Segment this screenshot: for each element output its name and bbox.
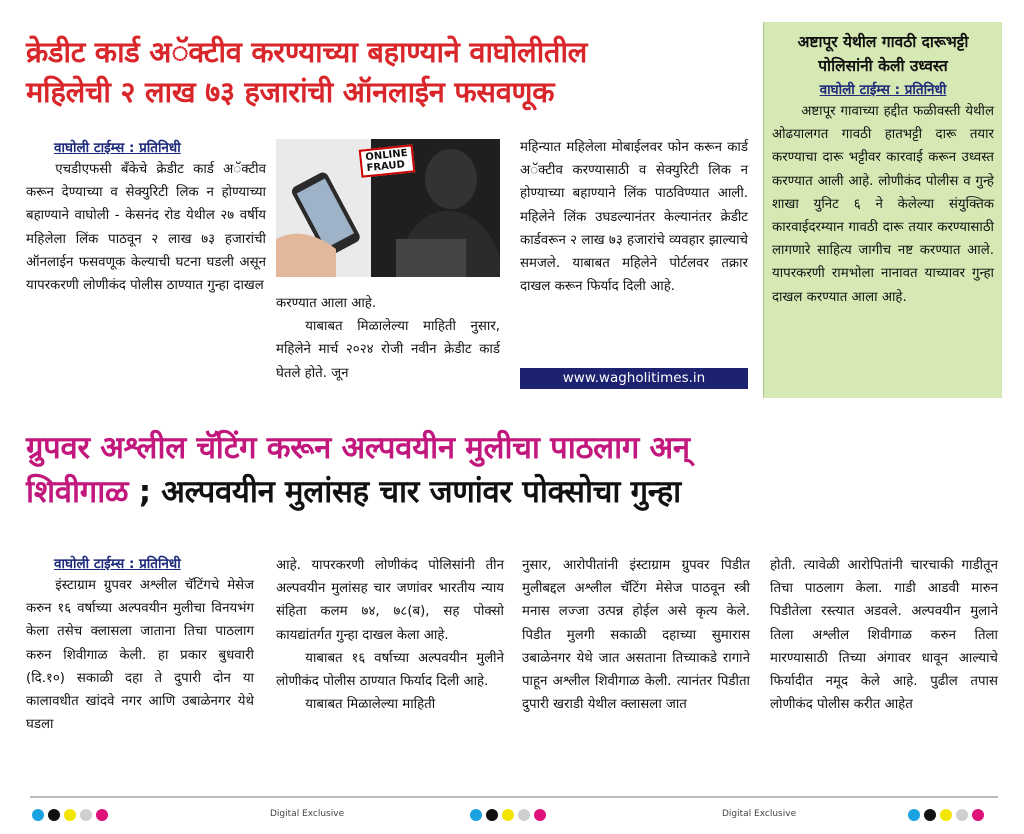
article1-headline-line1: क्रेडीट कार्ड अॅक्टीव करण्याच्या बहाण्याने वाघोलीतील bbox=[26, 35, 588, 69]
article1-col2-para1: करण्यात आला आहे. bbox=[276, 296, 377, 311]
sidebar-box bbox=[763, 22, 1002, 398]
article2-headline-magenta-word: शिवीगाळ bbox=[26, 474, 129, 510]
article2-column-4 bbox=[770, 554, 998, 716]
article2-col2-para3: याबाबत मिळालेल्या माहिती bbox=[305, 697, 436, 713]
sidebar-title-line1: अष्टापूर येथील गावठी दारूभट्टी bbox=[797, 33, 969, 51]
yellow-dot bbox=[940, 809, 952, 821]
color-registration-dots-middle bbox=[470, 806, 550, 825]
article2-headline-black-part: ; अल्पवयीन मुलांसह चार जणांवर पोक्सोचा गुन्हा bbox=[128, 474, 681, 510]
article1-col2-para2: याबाबत मिळालेल्या माहिती नुसार, महिलेने मार्च २०२४ रोजी नवीन क्रेडीट कार्ड घेतले होते. जून bbox=[276, 319, 500, 381]
black-dot bbox=[486, 809, 498, 821]
sidebar-title bbox=[764, 30, 1002, 78]
grey-dot bbox=[518, 809, 530, 821]
article1-col3-text: महिन्यात महिलेला मोबाईलवर फोन करून कार्ड अॅक्टीव करण्यासाठी व सेक्युरिटी लिक न होण्याच्या बहाण्याने लिंक पाठविण्यात आली. महिलेने लिंक उघडल्यानंतर केल्यानंतर क्रेडीट कार्डवरून २ लाख ७३ हजारांचे व्यवहार झाल्याचे समजले. याबाबत महिलेने पोर्टलवर तक्रार दाखल करून फिर्याद दिली आहे. bbox=[520, 140, 748, 295]
sidebar-byline: वाघोली टाईम्स : प्रतिनिधी bbox=[819, 82, 947, 98]
sidebar-title-line2: पोलिसांनी केली उध्वस्त bbox=[818, 57, 948, 75]
article2-column-3 bbox=[522, 554, 750, 716]
cyan-dot bbox=[908, 809, 920, 821]
magenta-dot bbox=[534, 809, 546, 821]
article2-byline: वाघोली टाईम्स : प्रतिनिधी bbox=[54, 556, 181, 572]
grey-dot bbox=[956, 809, 968, 821]
footer-label-center: Digital Exclusive bbox=[270, 809, 345, 819]
article1-column-1 bbox=[26, 138, 266, 297]
online-fraud-sign-line1: ONLINE bbox=[364, 147, 409, 164]
magenta-dot bbox=[96, 809, 108, 821]
magenta-dot bbox=[972, 809, 984, 821]
color-registration-dots-right bbox=[908, 806, 988, 825]
article1-col1-text: एचडीएफसी बँकेचे क्रेडीट कार्ड अॅक्टीव करून देण्याच्या व सेक्युरिटी लिक न होण्याच्या बहाण्याने वाघोली - केसनंद रोड येथील २७ वर्षीय महिलेला लिंक पाठवून २ लाख ७३ हजारांची ऑनलाईन फसवणूक केल्याची घटना घडली असून यापरकरणी लोणीकंद पोलीस ठाण्यात गुन्हा दाखल bbox=[26, 162, 266, 294]
article2-col2-para2: याबाबत १६ वर्षाच्या अल्पवयीन मुलीने लोणीकंद पोलीस ठाण्यात फिर्याद दिली आहे. bbox=[276, 650, 504, 690]
black-dot bbox=[48, 809, 60, 821]
article1-column-3 bbox=[520, 136, 748, 298]
color-registration-dots-left bbox=[32, 806, 112, 825]
article2-col3-text: नुसार, आरोपीतांनी इंस्टाग्राम ग्रुपवर पिडीत मुलीबद्दल अश्लील चॅटिंग मेसेज पाठवून स्त्री मनास लज्जा उत्पन्न होईल असे कृत्य केले. पिडीत मुलगी सकाळी दहाच्या सुमारास उबाळेनगर येथे जात असताना तिच्याकडे रागाने पाहून अश्लील शिवीगाळ केली. त्यानंतर पिडीता दुपारी खराडी येथील क्लासला जात bbox=[522, 558, 750, 713]
article1-headline bbox=[26, 32, 756, 112]
yellow-dot bbox=[64, 809, 76, 821]
article1-byline: वाघोली टाईम्स : प्रतिनिधी bbox=[54, 140, 181, 156]
grey-dot bbox=[80, 809, 92, 821]
sidebar-body: अष्टापूर गावाच्या हद्दीत फळीवस्ती येथील ओढयालगत गावठी हातभट्टी दारू तयार करण्याचा दारू भट्टीवर कारवाई करून उध्वस्त करण्यात आली आहे. लोणीकंद पोलीस व गुन्हे शाखा युनिट ६ ने केलेल्या संयुक्तिक कारवाईदरम्यान गावठी दारू तयार करण्यासाठी लागणारे साहित्य जागीच नष्ट करण्यात आले. यापरकरणी रामभोला नानावत याच्यावर गुन्हा दाखल करण्यात आला आहे. bbox=[772, 104, 994, 305]
black-dot bbox=[924, 809, 936, 821]
article1-headline-line2: महिलेची २ लाख ७३ हजारांची ऑनलाईन फसवणूक bbox=[26, 75, 555, 109]
website-url-bar: www.wagholitimes.in bbox=[520, 368, 748, 389]
cyan-dot bbox=[32, 809, 44, 821]
article2-col1-text: इंस्टाग्राम ग्रुपवर अश्लील चॅटिंगचे मेसेज करुन १६ वर्षाच्या अल्पवयीन मुलीचा विनयभंग केला तसेच क्लासला जाताना तिचा पाठलाग करुन शिवीगाळ केली. हा प्रकार बुधवारी (दि.१०) सकाळी दहा ते दुपारी दोन या कालावधीत खांदवे नगर आणि उबाळेनगर येथे घडला bbox=[26, 578, 254, 733]
footer-rule bbox=[30, 796, 998, 798]
article2-headline-line2 bbox=[26, 470, 1006, 514]
article2-column-2 bbox=[276, 554, 504, 716]
online-fraud-sign-line2: FRAUD bbox=[366, 159, 406, 175]
online-fraud-photo bbox=[276, 139, 500, 277]
article2-column-1 bbox=[26, 554, 254, 736]
cyan-dot bbox=[470, 809, 482, 821]
online-fraud-sign bbox=[359, 144, 416, 178]
article2-col2-para1: आहे. यापरकरणी लोणीकंद पोलिसांनी तीन अल्पवयीन मुलांसह चार जणांवर भारतीय न्याय संहिता कलम ७४, ७८(ब), सह पोक्सो कायद्यांतर्गत गुन्हा दाखल केला आहे. bbox=[276, 558, 504, 643]
article2-headline-line1: ग्रुपवर अश्लील चॅटिंग करून अल्पवयीन मुलीचा पाठलाग अन् bbox=[26, 430, 690, 466]
footer-label-right: Digital Exclusive bbox=[722, 809, 797, 819]
article1-column-2 bbox=[276, 292, 500, 385]
article2-headline bbox=[26, 426, 1006, 514]
article2-col4-text: होती. त्यावेळी आरोपितांनी चारचाकी गाडीतून तिचा पाठलाग केला. गाडी आडवी मारुन पिडीतेला रस्त्यात अडवले. अल्पवयीन मुलाने तिला अश्लील शिवीगाळ करुन तिला मारण्यासाठी तिच्या अंगावर धावून आल्याचे फिर्यादीत नमूद केले आहे. पुढील तपास लोणीकंद पोलीस करीत आहेत bbox=[770, 558, 998, 713]
yellow-dot bbox=[502, 809, 514, 821]
